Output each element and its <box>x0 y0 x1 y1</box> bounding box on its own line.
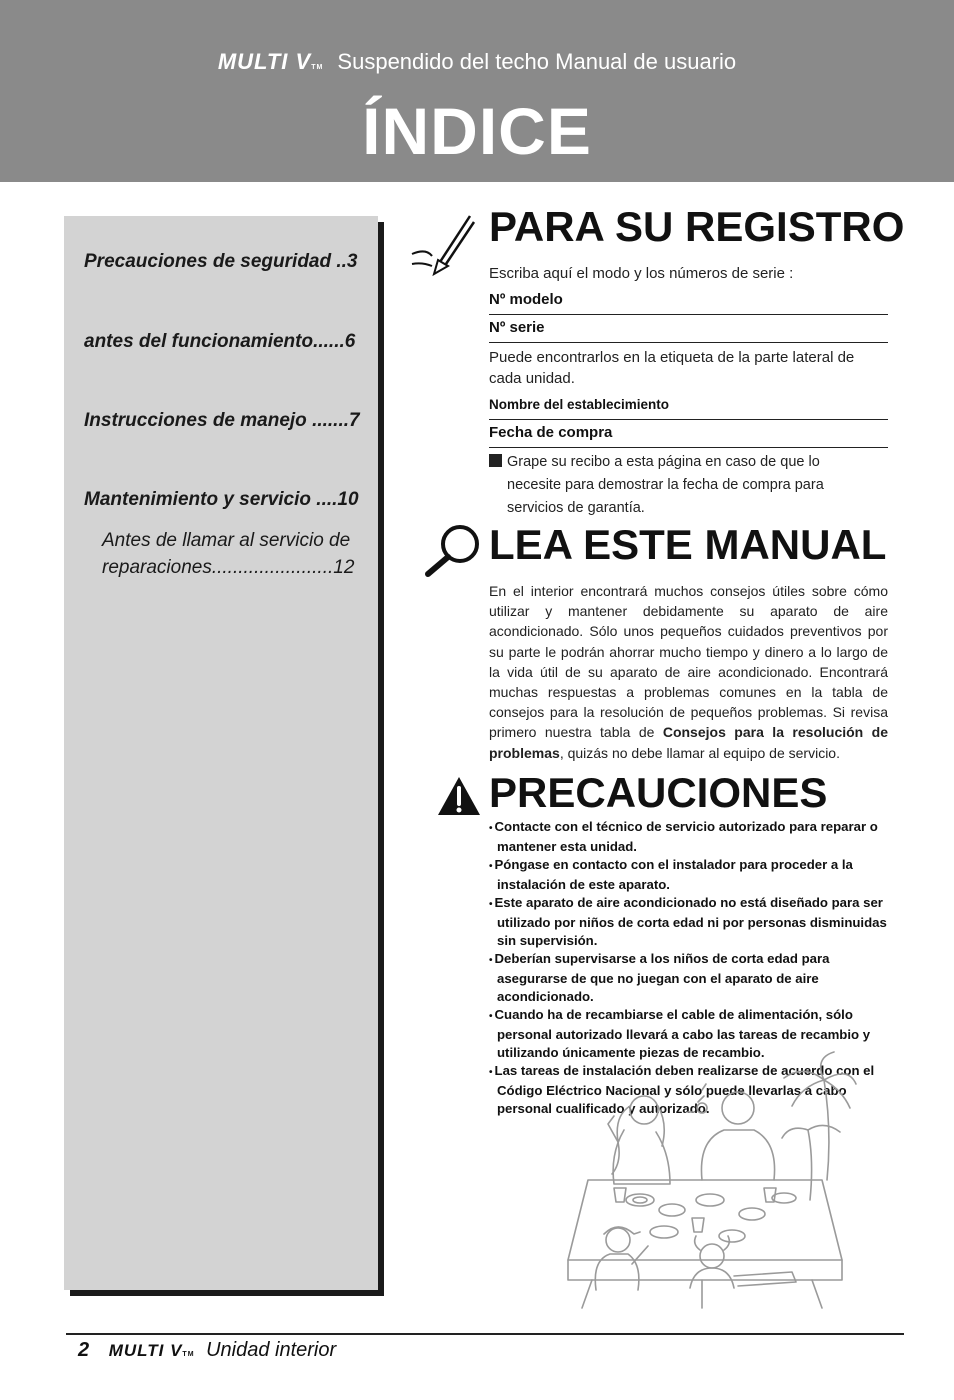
family-picnic-illustration <box>552 1050 862 1310</box>
page-footer <box>78 1338 336 1367</box>
registro-intro: Escriba aquí el modo y los números de serie : <box>489 265 794 282</box>
purchase-date-field[interactable]: Fecha de compra <box>489 422 888 448</box>
footer-brand-text: MULTI V <box>108 1341 183 1360</box>
staple-note-line-1: Grape su recibo a esta página en caso de que lo <box>507 454 820 470</box>
multi-v-logo: MULTI VTM <box>217 49 324 74</box>
lea-body-text <box>489 581 888 763</box>
square-bullet-icon <box>489 454 502 467</box>
registro-title: PARA SU REGISTRO <box>489 203 905 250</box>
precaution-item: • Cuando ha de recambiarse el cable de alimentación, sólo personal autorizado llevará a cabo las tareas de recambio y utilizando únicamente piezas de recambio. <box>489 1007 871 1060</box>
staple-receipt-note <box>489 451 888 520</box>
toc-item-before-operation[interactable]: antes del funcionamiento......6 <box>84 331 356 352</box>
serial-number-field[interactable]: Nº serie <box>489 317 888 343</box>
page-number: 2 <box>78 1339 90 1361</box>
precaution-item: • Este aparato de aire acondicionado no está diseñado para ser utilizado por niños de corta edad ni por personas disminuidas sin supervisión. <box>489 895 887 948</box>
store-name-field[interactable]: Nombre del establecimiento <box>489 394 888 420</box>
model-number-field[interactable]: Nº modelo <box>489 289 888 315</box>
precaution-item: • Póngase en contacto con el instalador para proceder a la instalación de este aparato. <box>489 857 853 892</box>
toc-item-operating-instructions[interactable]: Instrucciones de manejo .......7 <box>84 410 360 431</box>
footer-rule <box>66 1333 904 1335</box>
page-header <box>0 0 954 182</box>
lea-text-end: , quizás no debe llamar al equipo de servicio. <box>559 744 840 761</box>
precaution-item: • Las tareas de instalación deben realizarse de acuerdo con el Código Eléctrico Nacional y sólo puede llevarlas a cabo personal cualificado y autorizado. <box>489 1063 875 1116</box>
lea-title: LEA ESTE MANUAL <box>489 521 887 568</box>
label-location-note: Puede encontrarlos en la etiqueta de la parte lateral de cada unidad. <box>489 349 855 387</box>
pen-icon <box>408 212 478 278</box>
toc-item-safety[interactable]: Precauciones de seguridad ..3 <box>84 251 358 272</box>
lea-text-start: En el interior encontrará muchos consejos útiles sobre cómo utilizar y mantener debidamente su aparato de aire acondicionado. Sólo unos pequeños cuidados preventivos por su parte le podrán ahorrar mucho tiempo y dinero a lo largo de la vida útil de su aparato de aire acondicionado. Encontrará muchas respuestas a problemas comunes en la tabla de consejos para la resolución de pequeños problemas. Si revisa primero nuestra tabla de <box>489 583 888 741</box>
precaution-item: • Deberían supervisarse a los niños de corta edad para asegurarse de que no juegan con el aparato de aire acondicionado. <box>489 951 830 1004</box>
page-title: ÍNDICE <box>362 94 592 168</box>
toc-item-maintenance[interactable]: Mantenimiento y servicio ....10 <box>84 489 359 510</box>
toc-subitem-troubleshooting[interactable]: Antes de llamar al servicio de reparaciones.......................12 <box>102 530 355 578</box>
footer-subtitle: Unidad interior <box>206 1339 337 1361</box>
magnifier-icon <box>422 522 484 578</box>
header-subtitle: Suspendido del techo Manual de usuario <box>337 49 737 74</box>
staple-note-line-3: servicios de garantía. <box>507 500 645 516</box>
precauciones-title: PRECAUCIONES <box>489 769 828 816</box>
brand-text: MULTI V <box>217 49 312 74</box>
table-of-contents <box>64 216 378 1290</box>
troubleshooting-reference: Consejos para la resolución de problemas <box>489 724 888 761</box>
precaution-item: • Contacte con el técnico de servicio autorizado para reparar o mantener esta unidad. <box>489 819 878 854</box>
warning-icon <box>436 774 482 818</box>
footer-multi-v-logo: MULTI VTM <box>108 1341 195 1360</box>
header-brand-row <box>0 48 954 82</box>
staple-note-line-2: necesite para demostrar la fecha de compra para <box>507 477 824 493</box>
